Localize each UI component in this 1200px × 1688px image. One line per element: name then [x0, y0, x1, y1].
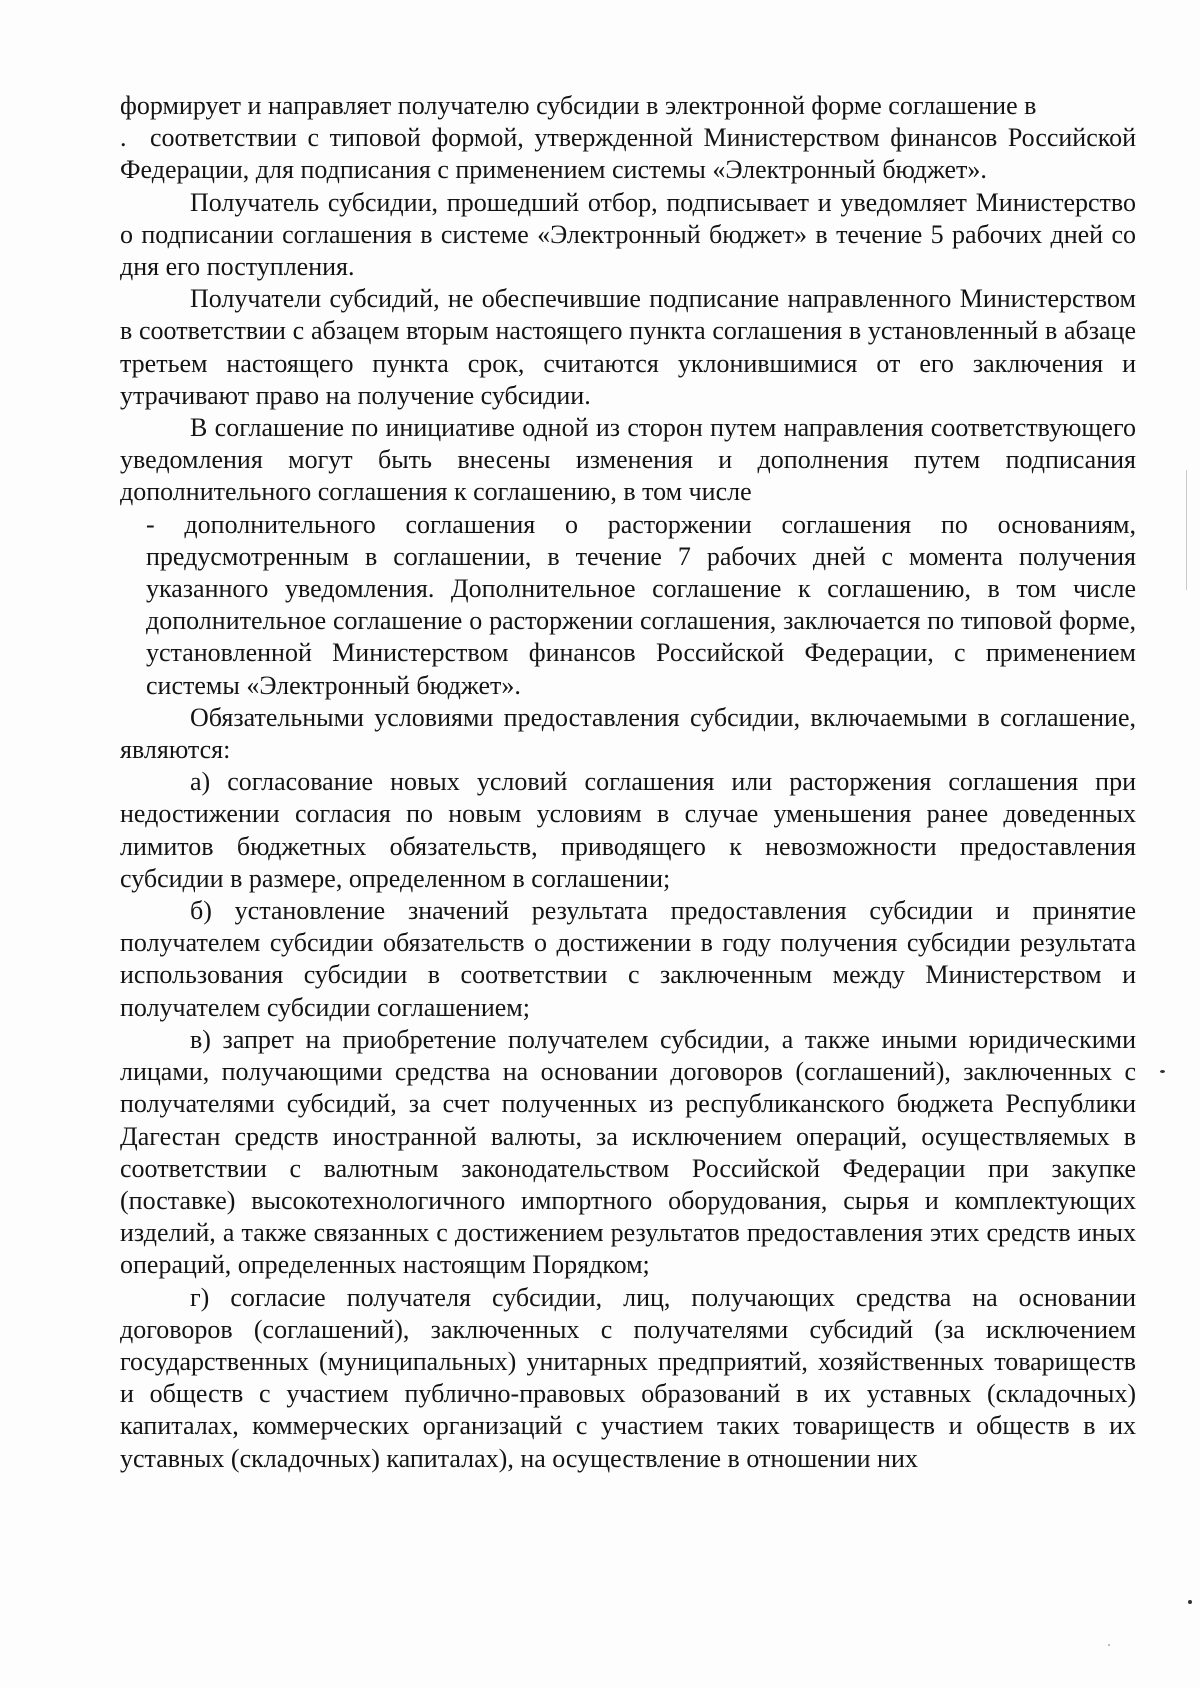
scan-edge-artifact	[1186, 470, 1187, 590]
paragraph-mandatory-conditions: Обязательными условиями предоставления субсидии, включаемыми в соглашение, являются:	[120, 702, 1136, 765]
document-body	[120, 90, 1136, 1475]
list-item-v: в) запрет на приобретение получателем субсидии, а также иными юридическими лицами, получающими средства на основании договоров (соглашений), заключенных с получателями субсидий, за счет полученных из республиканского бюджета Республики Дагестан средств иностранной валюты, за исключением операций, осуществляемых в соответствии с валютным законодательством Российской Федерации при закупке (поставке) высокотехнологичного импортного оборудования, сырья и комплектующих изделий, а также связанных с достижением результатов предоставления этих средств иных операций, определенных настоящим Порядком;	[120, 1024, 1136, 1280]
paragraph-signing: Получатель субсидии, прошедший отбор, подписывает и уведомляет Министерство о подписании соглашения в системе «Электронный бюджет» в течение 5 рабочих дней со дня его поступления.	[120, 187, 1136, 282]
paragraph-text: соответствии с типовой формой, утвержденной Министерством финансов Российской Федерации, для подписания с применением системы «Электронный бюджет».	[120, 123, 1136, 185]
paragraph-evasion: Получатели субсидий, не обеспечившие подписание направленного Министерством в соответствии с абзацем вторым настоящего пункта соглашения в установленный в абзаце третьем настоящего пункта срок, считаются уклонившимися от его заключения и утрачивают право на получение субсидии.	[120, 284, 1136, 410]
list-item-g: г) согласие получателя субсидии, лиц, получающих средства на основании договоров (соглашений), заключенных с получателями субсидий (за исключением государственных (муниципальных) унитарных предприятий, хозяйственных товариществ и обществ с участием публично-правовых образований в их уставных (складочных) капиталах, коммерческих организаций с участием таких товариществ и обществ в их уставных (складочных) капиталах), на осуществление в отношении них	[120, 1282, 1136, 1473]
stray-mark: .	[120, 123, 127, 153]
paragraph-amendments: В соглашение по инициативе одной из сторон путем направления соответствующего уведомления могут быть внесены изменения и дополнения путем подписания дополнительного соглашения к соглашению, в том числе	[120, 413, 1136, 507]
list-item-b: б) установление значений результата предоставления субсидии и принятие получателем субсидии обязательств о достижении в году получения субсидии результата использования субсидии в соответствии с заключенным между Министерством и получателем субсидии соглашением;	[120, 896, 1136, 1022]
scan-speck	[1188, 1600, 1192, 1604]
paragraph-continuation-2	[120, 122, 1136, 186]
paragraph-additional-agreement: - дополнительного соглашения о расторжении соглашения по основаниям, предусмотренным в соглашении, в течение 7 рабочих дней с момента получения указанного уведомления. Дополнительное соглашение к соглашению, в том числе дополнительное соглашение о расторжении соглашения, заключается по типовой форме, установленной Министерством финансов Российской Федерации, с применением системы «Электронный бюджет».	[146, 509, 1136, 700]
paragraph-continuation: формирует и направляет получателю субсидии в электронной форме соглашение в	[120, 91, 1037, 120]
scan-speck	[1160, 1070, 1165, 1073]
list-item-a: а) согласование новых условий соглашения или расторжения соглашения при недостижении согласия по новым условиям в случае уменьшения ранее доведенных лимитов бюджетных обязательств, приводящего к невозможности предоставления субсидии в размере, определенном в соглашении;	[120, 767, 1136, 893]
scan-speck	[1108, 1644, 1110, 1646]
